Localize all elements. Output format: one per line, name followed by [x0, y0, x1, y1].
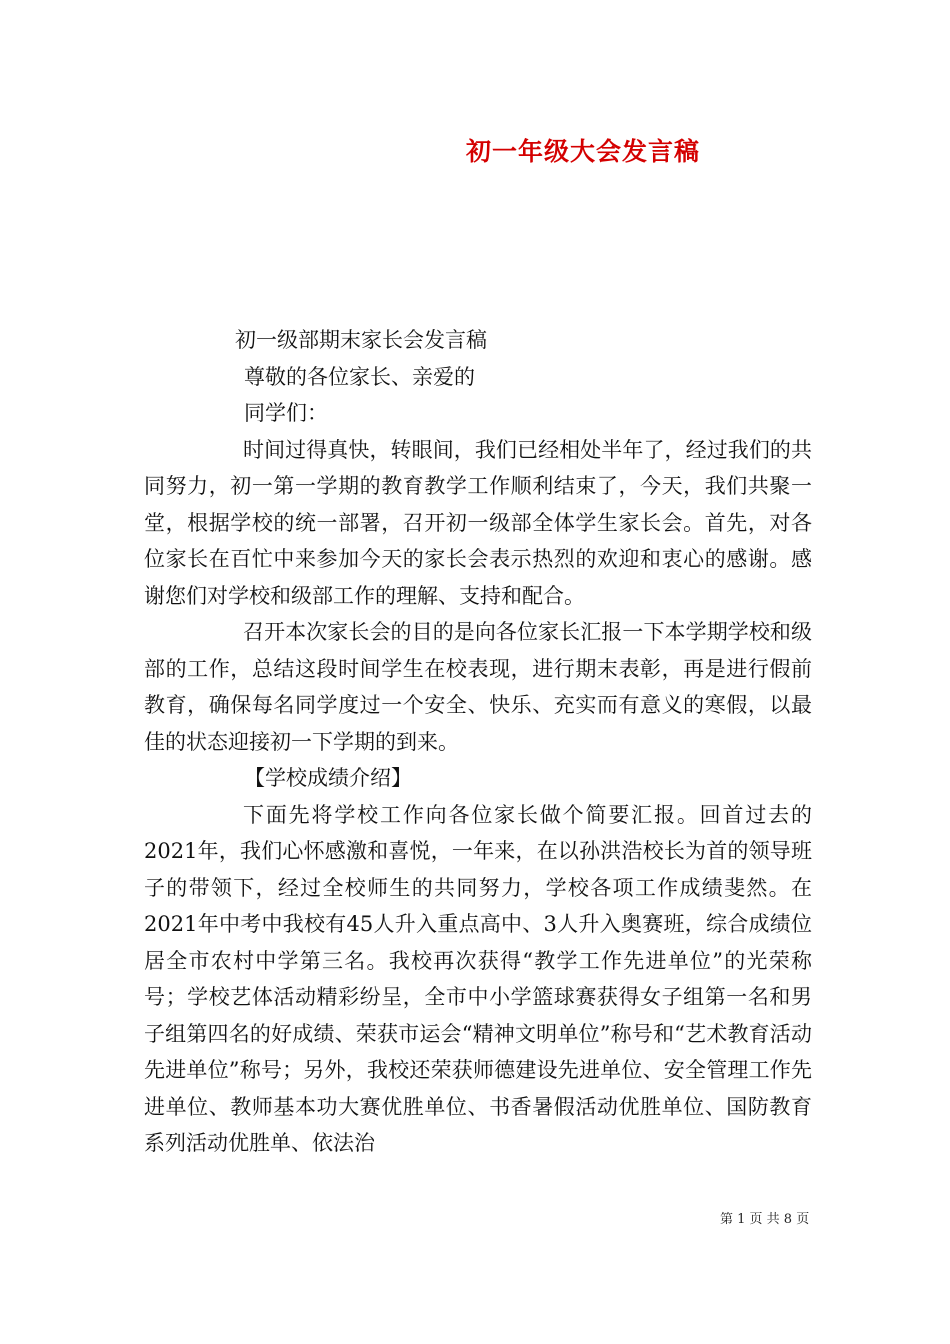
- page-number: 第 1 页 共 8 页: [720, 1212, 810, 1227]
- salutation-line-2: 同学们：: [244, 401, 328, 425]
- section-heading: 【学校成绩介绍】: [244, 766, 412, 790]
- document-title: 初一年级大会发言稿: [465, 137, 700, 166]
- section-paragraph: 下面先将学校工作向各位家长做个简要汇报。回首过去的2021年，我们心怀感激和喜悦，一年来，在以孙洪浩校长为首的领导班子的带领下，经过全校师生的共同努力，学校各项工作成绩斐然。在2021年中考中我校有45人升入重点高中、3人升入奥赛班，综合成绩位居全市农村中学第三名。我校再次获得“教学工作先进单位”的光荣称号；学校艺体活动精彩纷呈，全市中小学篮球赛获得女子组第一名和男子组第四名的好成绩、荣获市运会“精神文明单位”称号和“艺术教育活动先进单位”称号；另外，我校还荣获师德建设先进单位、安全管理工作先进单位、教师基本功大赛优胜单位、书香暑假活动优胜单位、国防教育系列活动优胜单、依法治: [144, 802, 812, 1155]
- document-body: [144, 322, 812, 1162]
- body-paragraph-2: 召开本次家长会的目的是向各位家长汇报一下本学期学校和级部的工作，总结这段时间学生在校表现，进行期末表彰，再是进行假前教育，确保每名同学度过一个安全、快乐、充实而有意义的寒假，以最佳的状态迎接初一下学期的到来。: [144, 620, 812, 754]
- body-paragraph-1: 时间过得真快，转眼间，我们已经相处半年了，经过我们的共同努力，初一第一学期的教育教学工作顺利结束了，今天，我们共聚一堂，根据学校的统一部署，召开初一级部全体学生家长会。首先，对各位家长在百忙中来参加今天的家长会表示热烈的欢迎和衷心的感谢。感谢您们对学校和级部工作的理解、支持和配合。: [144, 437, 812, 608]
- speech-subtitle: 初一级部期末家长会发言稿: [235, 328, 487, 352]
- salutation-line-1: 尊敬的各位家长、亲爱的: [244, 364, 475, 389]
